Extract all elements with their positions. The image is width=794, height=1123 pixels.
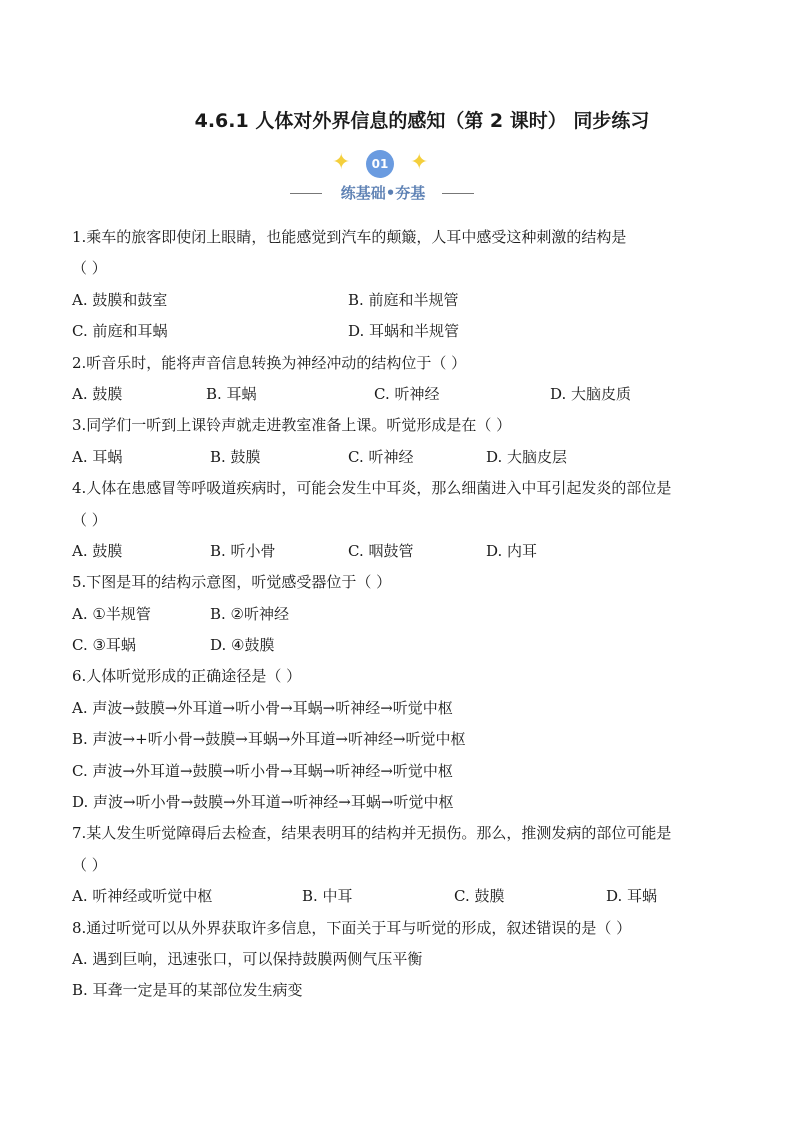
option: B. 声波→+听小骨→鼓膜→耳蜗→外耳道→听神经→听觉中枢 <box>72 730 466 749</box>
option-row <box>72 383 732 414</box>
option: B. 鼓膜 <box>210 447 261 466</box>
option: B. 前庭和半规管 <box>348 290 459 309</box>
option: A. 听神经或听觉中枢 <box>72 887 213 906</box>
option: D. 内耳 <box>486 541 538 560</box>
option: B. ②听神经 <box>210 604 290 623</box>
section-subtitle-row <box>0 182 794 204</box>
sparkle-icon: ✦ <box>332 150 351 175</box>
section-badge-row <box>0 150 794 180</box>
option: A. 鼓膜和鼓室 <box>72 290 168 309</box>
section-number-badge: 01 <box>366 150 394 178</box>
page-title: 4.6.1 人体对外界信息的感知（第 2 课时） 同步练习 <box>194 110 650 132</box>
option: D. 大脑皮质 <box>550 384 632 403</box>
option: A. ①半规管 <box>72 604 151 623</box>
answer-blank: （ ） <box>72 259 107 278</box>
option: C. 听神经 <box>374 384 440 403</box>
divider <box>290 193 322 194</box>
question-stem: 8.通过听觉可以从外界获取许多信息，下面关于耳与听觉的形成，叙述错误的是（ ） <box>72 918 632 937</box>
option-row <box>72 540 732 571</box>
question-stem: 4.人体在患感冒等呼吸道疾病时，可能会发生中耳炎，那么细菌进入中耳引起发炎的部位是 <box>72 479 672 498</box>
question-stem: 5.下图是耳的结构示意图，听觉感受器位于（ ） <box>72 573 392 592</box>
option: B. 耳聋一定是耳的某部位发生病变 <box>72 981 303 1000</box>
question-stem: 7.某人发生听觉障碍后去检查，结果表明耳的结构并无损伤。那么，推测发病的部位可能是 <box>72 824 672 843</box>
option: A. 声波→鼓膜→外耳道→听小骨→耳蜗→听神经→听觉中枢 <box>72 698 453 717</box>
option: D. ④鼓膜 <box>210 636 275 655</box>
answer-blank: （ ） <box>72 855 107 874</box>
option: C. 声波→外耳道→鼓膜→听小骨→耳蜗→听神经→听觉中枢 <box>72 761 453 780</box>
option-row <box>72 885 732 916</box>
section-subtitle: 练基础•夯基 <box>340 184 426 202</box>
option-row <box>72 634 732 665</box>
question-stem: 6.人体听觉形成的正确途径是（ ） <box>72 667 302 686</box>
option: A. 鼓膜 <box>72 541 123 560</box>
option: A. 耳蜗 <box>72 447 123 466</box>
option: C. ③耳蜗 <box>72 636 136 655</box>
option-row <box>72 289 732 320</box>
option: B. 听小骨 <box>210 541 276 560</box>
option: D. 大脑皮层 <box>486 447 568 466</box>
option: B. 中耳 <box>302 887 353 906</box>
option: D. 耳蜗和半规管 <box>348 322 460 341</box>
option: B. 耳蜗 <box>206 384 257 403</box>
answer-blank: （ ） <box>72 510 107 529</box>
option: C. 鼓膜 <box>454 887 505 906</box>
option-row <box>72 603 732 634</box>
sparkle-icon: ✦ <box>410 150 429 175</box>
option: C. 前庭和耳蜗 <box>72 322 168 341</box>
option: A. 鼓膜 <box>72 384 123 403</box>
question-list <box>72 226 732 1011</box>
option: D. 耳蜗 <box>606 887 658 906</box>
question-stem: 3.同学们一听到上课铃声就走进教室准备上课。听觉形成是在（ ） <box>72 416 512 435</box>
option-row <box>72 446 732 477</box>
divider <box>442 193 474 194</box>
question-stem: 1.乘车的旅客即使闭上眼睛，也能感觉到汽车的颠簸，人耳中感受这种刺激的结构是 <box>72 228 627 246</box>
option: D. 声波→听小骨→鼓膜→外耳道→听神经→耳蜗→听觉中枢 <box>72 793 454 812</box>
option: C. 咽鼓管 <box>348 541 414 560</box>
question-stem: 2.听音乐时，能将声音信息转换为神经冲动的结构位于（ ） <box>72 353 467 372</box>
option-row <box>72 320 732 351</box>
option: A. 遇到巨响，迅速张口，可以保持鼓膜两侧气压平衡 <box>72 949 423 968</box>
option: C. 听神经 <box>348 447 414 466</box>
